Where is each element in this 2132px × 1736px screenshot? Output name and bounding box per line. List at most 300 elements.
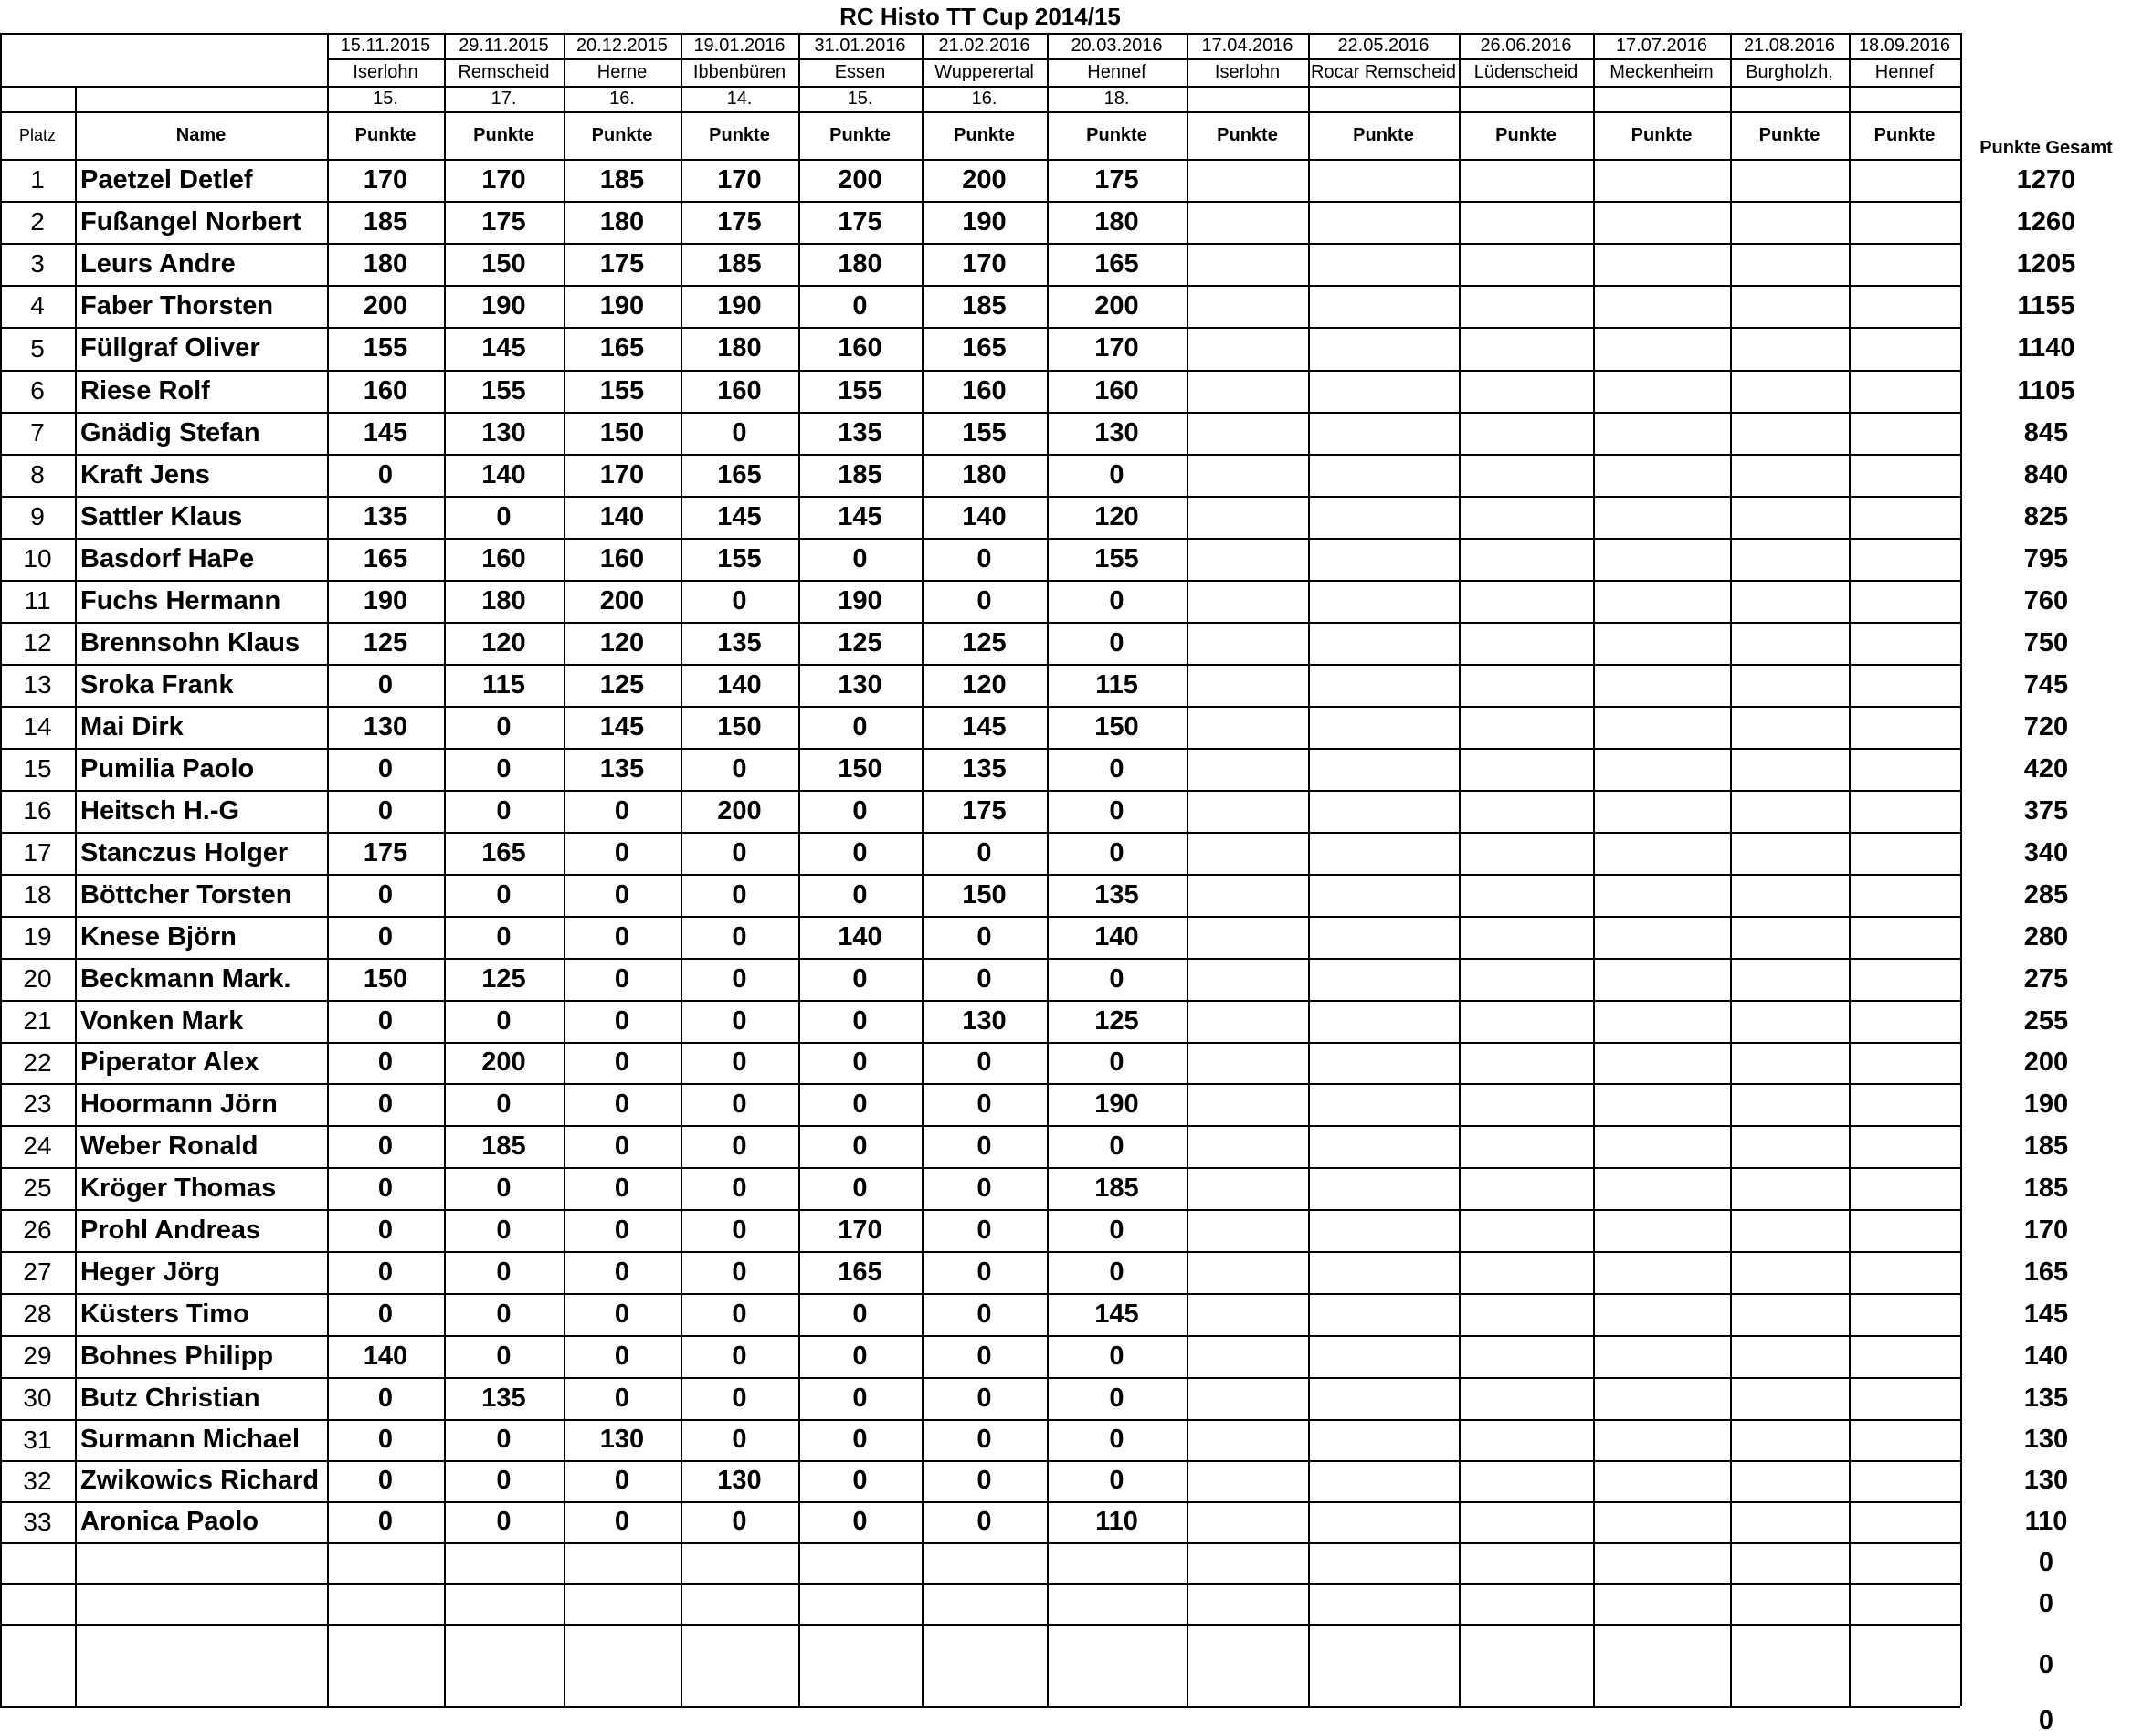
row-name: Leurs Andre: [80, 248, 236, 279]
row-total: 140: [2023, 1341, 2069, 1371]
row-points: 145: [363, 417, 408, 447]
column-header-punkte: Punkte: [1217, 124, 1278, 145]
row-points: 155: [838, 375, 882, 405]
row-points: 165: [717, 459, 762, 489]
row-points: 145: [1094, 1299, 1139, 1329]
row-points: 140: [363, 1341, 408, 1371]
row-total: 845: [2023, 417, 2069, 447]
row-points: 200: [717, 795, 762, 826]
row-total: 190: [2023, 1089, 2069, 1119]
event-date: 19.01.2016: [693, 35, 786, 56]
event-venue: Hennef: [1874, 61, 1935, 82]
row-points: 165: [363, 543, 408, 573]
row-points: 130: [1094, 417, 1139, 447]
row-total: 1270: [2016, 164, 2076, 195]
row-points: 0: [496, 711, 512, 742]
row-points: 130: [838, 669, 882, 700]
row-points: 0: [732, 1173, 747, 1203]
row-points: 0: [732, 1215, 747, 1245]
row-points: 0: [496, 1425, 512, 1454]
row-points: 0: [1109, 1383, 1124, 1413]
row-points: 115: [482, 669, 525, 700]
row-points: 180: [1094, 206, 1139, 237]
row-points: 145: [962, 711, 1007, 742]
row-rank: 8: [30, 460, 45, 489]
row-points: 0: [614, 1383, 630, 1413]
row-total: 745: [2023, 669, 2069, 700]
row-points: 0: [852, 837, 868, 868]
row-points: 140: [717, 669, 762, 700]
event-number: [1308, 86, 1459, 111]
event-number: [1849, 86, 1960, 111]
row-rank: 4: [30, 291, 45, 320]
column-header-punkte: Punkte: [354, 124, 417, 145]
row-name: Stanczus Holger: [80, 837, 289, 868]
row-points: 185: [962, 290, 1007, 321]
row-total: 110: [2024, 1507, 2068, 1536]
row-points: 0: [614, 1047, 630, 1077]
row-name: Beckmann Mark.: [80, 963, 291, 994]
row-points: 165: [962, 333, 1007, 363]
row-points: 0: [976, 1466, 992, 1495]
row-points: 165: [1094, 248, 1139, 279]
row-points: 175: [717, 206, 762, 237]
row-points: 0: [976, 543, 992, 573]
row-points: 0: [732, 837, 747, 868]
row-points: 0: [732, 963, 747, 994]
row-points: 180: [599, 206, 645, 237]
row-name: Vonken Mark: [80, 1005, 244, 1036]
row-points: 0: [614, 795, 630, 826]
row-points: 145: [481, 333, 526, 363]
row-points: 0: [614, 1131, 630, 1161]
row-points: 0: [852, 290, 868, 321]
event-venue: Wupperertal: [934, 61, 1034, 82]
row-points: 175: [599, 248, 645, 279]
row-total: 0: [2038, 1548, 2054, 1577]
row-points: 145: [717, 501, 762, 531]
row-rank: 2: [30, 207, 45, 236]
row-points: 0: [377, 879, 394, 910]
row-name: Hoormann Jörn: [80, 1089, 278, 1119]
row-points: 185: [717, 248, 762, 279]
row-points: 160: [962, 375, 1007, 405]
column-header-punkte: Punkte: [1353, 124, 1414, 145]
row-points: 0: [732, 417, 747, 447]
row-rank: 30: [23, 1384, 52, 1412]
row-total: 185: [2023, 1131, 2069, 1161]
row-points: 0: [377, 459, 394, 489]
row-name: Bohnes Philipp: [80, 1341, 274, 1371]
row-points: 0: [1109, 963, 1124, 994]
event-venue: Iserlohn: [1214, 61, 1281, 82]
row-points: 155: [717, 543, 762, 573]
row-name: Heitsch H.-G: [80, 795, 240, 826]
row-name: Sroka Frank: [80, 669, 234, 700]
row-total: 0: [2038, 1706, 2054, 1735]
row-points: 150: [363, 963, 408, 994]
row-points: 125: [838, 627, 882, 658]
row-points: 185: [838, 459, 882, 489]
row-points: 175: [1094, 164, 1139, 195]
column-header-total: Punkte Gesamt: [1979, 137, 2113, 158]
event-date: 18.09.2016: [1858, 35, 1951, 56]
event-number: 17.: [491, 88, 517, 109]
event-venue: Burgholzh,: [1746, 61, 1833, 82]
row-points: 0: [377, 753, 394, 784]
row-rank: 25: [23, 1173, 52, 1202]
row-points: 190: [838, 585, 882, 615]
row-points: 0: [976, 1131, 992, 1161]
row-points: 120: [1094, 501, 1139, 531]
row-points: 165: [481, 837, 526, 868]
column-header-punkte: Punkte: [1495, 124, 1557, 145]
row-points: 0: [732, 1047, 747, 1077]
row-points: 135: [599, 753, 645, 784]
row-total: 130: [2023, 1466, 2069, 1495]
column-header-punkte: Punkte: [829, 124, 891, 145]
row-points: 0: [976, 837, 992, 868]
row-points: 0: [852, 1507, 868, 1536]
row-name: [75, 1542, 327, 1583]
row-points: 0: [852, 1005, 868, 1036]
row-points: 0: [1109, 753, 1124, 784]
row-rank: 32: [23, 1466, 52, 1495]
row-points: 180: [838, 248, 882, 279]
row-points: 0: [614, 1005, 630, 1036]
row-total: 165: [2023, 1257, 2069, 1287]
row-points: 0: [1109, 1341, 1124, 1371]
row-rank: 5: [30, 333, 45, 363]
event-number: [1459, 86, 1593, 111]
row-total: 1105: [2017, 375, 2075, 405]
event-number: 18.: [1103, 88, 1130, 109]
row-points: 0: [976, 1425, 992, 1454]
event-date: 21.08.2016: [1743, 35, 1836, 56]
row-points: 170: [838, 1215, 882, 1245]
row-rank: 3: [30, 249, 45, 278]
row-points: 0: [377, 1299, 394, 1329]
event-venue: Herne: [596, 61, 648, 82]
row-total: 200: [2023, 1047, 2069, 1077]
column-header-punkte: Punkte: [1631, 124, 1693, 145]
grid-line-col: [1187, 33, 1188, 1706]
row-points: 0: [377, 795, 394, 826]
row-name: Füllgraf Oliver: [80, 333, 260, 363]
row-points: 140: [599, 501, 645, 531]
column-header-punkte: Punkte: [1873, 124, 1936, 145]
row-points: 0: [732, 1131, 747, 1161]
row-total: 840: [2023, 459, 2069, 489]
row-points: 120: [962, 669, 1007, 700]
row-points: 0: [614, 837, 630, 868]
row-points: 150: [481, 248, 526, 279]
row-name: Paetzel Detlef: [80, 164, 253, 195]
row-total: 185: [2023, 1173, 2069, 1203]
row-name: Prohl Andreas: [80, 1215, 261, 1245]
row-rank: 12: [23, 628, 52, 657]
row-points: 175: [962, 795, 1007, 826]
row-rank: 9: [30, 502, 45, 531]
row-rank: [0, 1624, 75, 1706]
row-points: 120: [599, 627, 645, 658]
row-points: 0: [1109, 1131, 1124, 1161]
row-total: 760: [2023, 585, 2069, 615]
row-points: 165: [599, 333, 645, 363]
row-points: 0: [377, 921, 394, 952]
sheet-title: RC Histo TT Cup 2014/15: [839, 3, 1121, 30]
row-points: 170: [481, 164, 526, 195]
event-date: 15.11.2015: [340, 35, 431, 56]
row-points: 200: [838, 164, 882, 195]
row-points: 135: [838, 417, 882, 447]
row-points: 200: [1094, 290, 1139, 321]
row-total: 825: [2023, 501, 2069, 531]
row-points: 0: [1109, 1425, 1124, 1454]
row-points: 0: [377, 1425, 394, 1454]
row-points: 160: [717, 375, 762, 405]
row-rank: [0, 1542, 75, 1583]
row-points: 190: [1094, 1089, 1139, 1119]
row-points: 180: [481, 585, 526, 615]
row-rank: [0, 1583, 75, 1624]
row-points: 0: [614, 1173, 630, 1203]
row-points: 135: [1094, 879, 1139, 910]
row-rank: 11: [24, 586, 51, 615]
row-points: 0: [377, 1507, 394, 1536]
row-points: 0: [976, 1257, 992, 1287]
row-points: 175: [838, 206, 882, 237]
row-points: 125: [1094, 1005, 1139, 1036]
row-points: 0: [614, 921, 630, 952]
event-date: 31.01.2016: [814, 35, 906, 56]
row-points: 125: [599, 669, 645, 700]
row-name: Aronica Paolo: [80, 1507, 259, 1536]
row-name: Piperator Alex: [80, 1047, 259, 1077]
column-header-punkte: Punkte: [1086, 124, 1147, 145]
row-points: 145: [838, 501, 882, 531]
row-points: 0: [852, 543, 868, 573]
grid-line-col: [1459, 33, 1461, 1706]
row-points: 0: [496, 1341, 512, 1371]
row-points: 0: [852, 1173, 868, 1203]
row-points: 0: [496, 1466, 512, 1495]
row-points: 190: [363, 585, 408, 615]
row-points: 0: [976, 1047, 992, 1077]
event-venue: Iserlohn: [353, 61, 418, 82]
row-points: 0: [614, 1507, 630, 1536]
row-points: 200: [481, 1047, 526, 1077]
row-rank: 16: [23, 796, 52, 825]
event-venue: Meckenheim: [1610, 61, 1714, 82]
row-total: 340: [2023, 837, 2069, 868]
row-rank: 19: [23, 922, 52, 951]
row-points: 140: [1094, 921, 1139, 952]
row-points: 185: [1094, 1173, 1139, 1203]
row-points: 0: [496, 1507, 512, 1536]
row-points: 0: [732, 1005, 747, 1036]
row-points: 0: [1109, 1257, 1124, 1287]
row-points: 0: [377, 1089, 394, 1119]
row-points: 170: [599, 459, 645, 489]
row-points: 125: [962, 627, 1007, 658]
row-total: 420: [2023, 753, 2069, 784]
row-points: 0: [1109, 1466, 1124, 1495]
row-points: 200: [962, 164, 1007, 195]
event-number: [1593, 86, 1730, 111]
row-points: 0: [1109, 459, 1124, 489]
row-name: Brennsohn Klaus: [80, 627, 301, 658]
row-points: 155: [363, 333, 408, 363]
row-points: 0: [976, 1299, 992, 1329]
row-points: 0: [976, 963, 992, 994]
row-points: 0: [496, 1173, 512, 1203]
row-total: 795: [2023, 543, 2069, 573]
row-name: Fuchs Hermann: [80, 585, 281, 615]
row-name: Küsters Timo: [80, 1299, 249, 1329]
row-rank: 21: [23, 1006, 52, 1035]
event-number: [1187, 86, 1308, 111]
row-rank: 29: [23, 1341, 52, 1370]
row-points: 0: [1109, 1047, 1124, 1077]
column-header-punkte: Punkte: [1758, 124, 1821, 145]
row-points: 180: [717, 333, 762, 363]
row-rank: 17: [23, 838, 52, 867]
row-points: 185: [599, 164, 645, 195]
row-points: 160: [599, 543, 645, 573]
row-points: 170: [962, 248, 1007, 279]
row-points: 0: [377, 1131, 394, 1161]
row-points: 0: [614, 1257, 630, 1287]
row-points: 0: [976, 1507, 992, 1536]
row-points: 0: [614, 1341, 630, 1371]
row-points: 115: [1095, 669, 1138, 700]
row-points: 0: [1109, 1215, 1124, 1245]
row-total: 275: [2023, 963, 2069, 994]
row-points: 0: [732, 1257, 747, 1287]
row-rank: 27: [23, 1257, 52, 1286]
row-points: 130: [599, 1425, 645, 1454]
row-points: 190: [962, 206, 1007, 237]
row-points: 0: [614, 879, 630, 910]
row-points: 0: [852, 1383, 868, 1413]
row-points: 0: [732, 1507, 747, 1536]
grid-line-col: [1308, 33, 1310, 1706]
row-points: 125: [363, 627, 408, 658]
row-rank: 15: [23, 754, 52, 783]
row-points: 0: [377, 1383, 394, 1413]
row-points: 0: [377, 1257, 394, 1287]
row-points: 0: [496, 1089, 512, 1119]
row-points: 0: [976, 921, 992, 952]
row-points: 0: [852, 711, 868, 742]
row-points: 0: [496, 1299, 512, 1329]
row-rank: 28: [23, 1299, 52, 1328]
row-points: 0: [976, 1383, 992, 1413]
row-points: 190: [599, 290, 645, 321]
row-points: 135: [717, 627, 762, 658]
row-points: 0: [852, 879, 868, 910]
row-points: 0: [377, 1047, 394, 1077]
row-name: Kraft Jens: [80, 459, 210, 489]
row-name: [75, 1624, 327, 1706]
row-name: Böttcher Torsten: [80, 879, 292, 910]
row-name: Basdorf HaPe: [80, 543, 255, 573]
row-points: 175: [481, 206, 526, 237]
row-points: 0: [1109, 837, 1124, 868]
row-rank: 14: [23, 712, 52, 741]
row-points: 185: [481, 1131, 526, 1161]
row-points: 110: [1095, 1507, 1138, 1536]
row-points: 160: [481, 543, 526, 573]
row-points: 0: [852, 1425, 868, 1454]
row-points: 120: [481, 627, 526, 658]
row-points: 0: [852, 1299, 868, 1329]
row-points: 160: [1094, 375, 1139, 405]
row-points: 130: [481, 417, 526, 447]
event-date: 20.12.2015: [575, 35, 669, 56]
row-points: 0: [496, 1257, 512, 1287]
row-points: 0: [852, 963, 868, 994]
row-points: 150: [962, 879, 1007, 910]
row-points: 0: [852, 1341, 868, 1371]
row-points: 135: [363, 501, 408, 531]
row-rank: 10: [23, 544, 52, 573]
row-points: 0: [732, 1089, 747, 1119]
row-points: 170: [1094, 333, 1139, 363]
row-points: 0: [976, 1089, 992, 1119]
row-total: 750: [2023, 627, 2069, 658]
row-points: 0: [732, 1341, 747, 1371]
row-points: 140: [481, 459, 526, 489]
column-header-platz: Platz: [18, 125, 57, 144]
row-points: 0: [496, 879, 512, 910]
row-points: 0: [732, 921, 747, 952]
row-name: Butz Christian: [80, 1383, 260, 1413]
event-number: 16.: [971, 88, 997, 109]
row-points: 185: [363, 206, 408, 237]
row-points: 155: [599, 375, 645, 405]
row-rank: 31: [23, 1425, 52, 1454]
row-points: 130: [363, 711, 408, 742]
event-date: 21.02.2016: [938, 35, 1030, 56]
row-points: 200: [599, 585, 645, 615]
row-total: 255: [2023, 1005, 2069, 1036]
row-rank: 33: [23, 1507, 52, 1536]
row-total: 170: [2023, 1215, 2069, 1245]
row-points: 145: [599, 711, 645, 742]
row-points: 155: [481, 375, 526, 405]
row-points: 150: [599, 417, 645, 447]
row-name: Surmann Michael: [80, 1425, 301, 1454]
column-header-name: Name: [175, 124, 227, 145]
row-points: 135: [962, 753, 1007, 784]
row-total: 0: [2038, 1588, 2054, 1618]
row-points: 200: [363, 290, 408, 321]
row-points: 180: [962, 459, 1007, 489]
event-number: 15.: [847, 88, 873, 109]
row-total: 130: [2023, 1425, 2069, 1454]
row-points: 0: [377, 1215, 394, 1245]
row-points: 0: [976, 1173, 992, 1203]
grid-line-col: [1730, 33, 1732, 1706]
event-date: 22.05.2016: [1337, 35, 1430, 56]
row-name: Heger Jörg: [80, 1257, 221, 1287]
row-total: 0: [2038, 1649, 2054, 1679]
row-points: 0: [976, 1341, 992, 1371]
column-header-punkte: Punkte: [473, 124, 534, 145]
row-points: 0: [852, 1131, 868, 1161]
